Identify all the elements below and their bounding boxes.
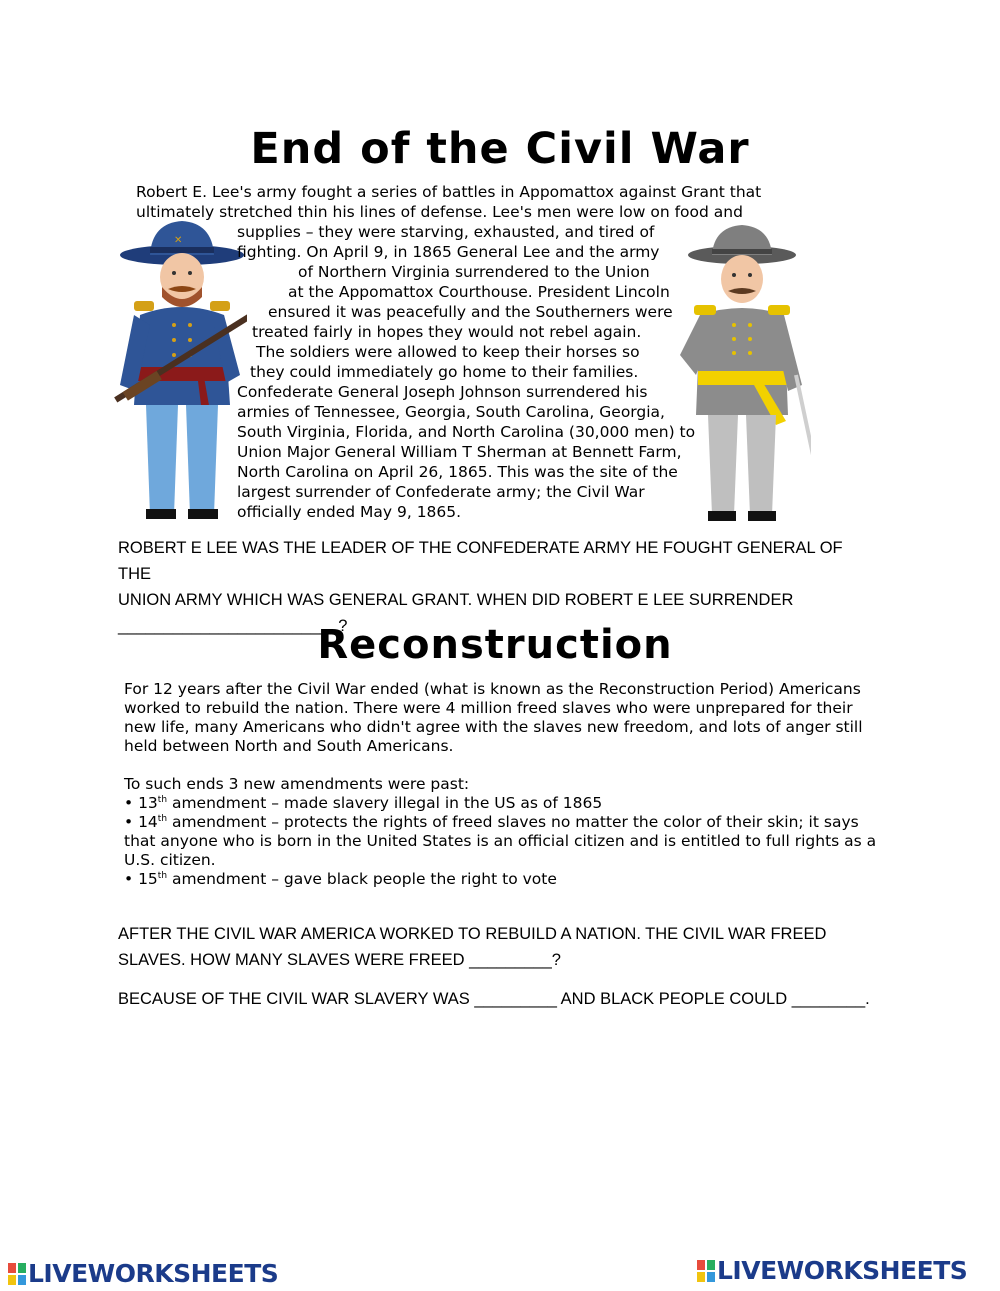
amendment-14-number: • 14 — [124, 813, 158, 831]
question-2-line-2 — [118, 947, 878, 973]
brand-name: LIVEWORKSHEETS — [28, 1259, 279, 1288]
amendment-13-number: • 13 — [124, 794, 158, 812]
story-line: fighting. On April 9, in 1865 General Lee and the army — [237, 243, 660, 261]
amendment-14 — [124, 813, 884, 870]
story-line: Confederate General Joseph Johnson surrendered his — [237, 383, 648, 401]
ordinal-suffix: th — [157, 813, 168, 824]
story-line: treated fairly in hopes they would not rebel again. — [252, 323, 642, 341]
amendment-15-number: • 15 — [124, 870, 158, 888]
amendments-intro: To such ends 3 new amendments were past: — [124, 775, 470, 793]
question-3-text-b: AND BLACK PEOPLE COULD — [556, 990, 792, 1008]
reconstruction-text — [124, 680, 884, 889]
question-2-answer-blank[interactable]: _________? — [469, 951, 561, 969]
story-line: supplies – they were starving, exhausted, and tired of — [237, 223, 655, 241]
amendment-13-text: amendment – made slavery illegal in the US as of 1865 — [167, 794, 603, 812]
liveworksheets-logo-icon — [697, 1260, 715, 1282]
ordinal-suffix: th — [157, 794, 168, 805]
story-line: Union Major General William T Sherman at Bennett Farm, — [237, 443, 682, 461]
story-line: armies of Tennessee, Georgia, South Carolina, Georgia, — [237, 403, 665, 421]
question-1-line-1: ROBERT E LEE WAS THE LEADER OF THE CONFEDERATE ARMY HE FOUGHT GENERAL OF THE — [118, 539, 843, 583]
story-line: ultimately stretched thin his lines of defense. Lee's men were low on food and — [136, 203, 743, 221]
story-line: North Carolina on April 26, 1865. This was the site of the — [237, 463, 678, 481]
story-line: Robert E. Lee's army fought a series of battles in Appomattox against Grant that — [136, 183, 762, 201]
story-line: at the Appomattox Courthouse. President Lincoln — [288, 283, 670, 301]
question-3 — [118, 986, 918, 1012]
svg-text:✕: ✕ — [174, 235, 183, 246]
question-2-text: SLAVES. HOW MANY SLAVES WERE FREED — [118, 951, 470, 969]
story-line: The soldiers were allowed to keep their horses so — [256, 343, 640, 361]
amendment-13 — [124, 794, 884, 813]
question-2 — [118, 921, 878, 973]
question-3-answer-blank-1[interactable]: _________ — [474, 990, 557, 1008]
story-line: ensured it was peacefully and the Southerners were — [268, 303, 673, 321]
section-title-end-of-civil-war: End of the Civil War — [250, 124, 750, 174]
question-2-line-1: AFTER THE CIVIL WAR AMERICA WORKED TO REBUILD A NATION. THE CIVIL WAR FREED — [118, 925, 827, 943]
story-line: South Virginia, Florida, and North Carolina (30,000 men) to — [237, 423, 696, 441]
footer-brand-right — [697, 1256, 967, 1285]
section-title-reconstruction: Reconstruction — [317, 622, 673, 668]
question-3-text-a: BECAUSE OF THE CIVIL WAR SLAVERY WAS — [118, 990, 475, 1008]
story-text-end-of-civil-war — [0, 0, 1000, 530]
story-line: largest surrender of Confederate army; the Civil War — [237, 483, 645, 501]
ordinal-suffix: th — [157, 870, 168, 881]
amendment-15-text: amendment – gave black people the right to vote — [167, 870, 557, 888]
story-line: officially ended May 9, 1865. — [237, 503, 462, 521]
question-1-answer-blank[interactable]: ________________________? — [118, 617, 348, 635]
question-3-answer-blank-2[interactable]: ________. — [791, 990, 870, 1008]
reconstruction-paragraph: For 12 years after the Civil War ended (what is known as the Reconstruction Period) Americans worked to rebuild the nation. There were 4 million freed slaves who were unprepared for their new life, many Americans who didn't agree with the slaves new freedom, and lots of anger still held between North and South Americans. — [124, 680, 863, 755]
brand-name: LIVEWORKSHEETS — [717, 1256, 968, 1285]
question-1-line-2: UNION ARMY WHICH WAS GENERAL GRANT. WHEN DID ROBERT E LEE SURRENDER — [118, 591, 794, 609]
amendment-14-text: amendment – protects the rights of freed slaves no matter the color of their skin; it says that anyone who is born in the United States is an official citizen and is entitled to full rights as a U.S. citizen. — [124, 813, 877, 869]
story-line: they could immediately go home to their families. — [250, 363, 639, 381]
story-line: of Northern Virginia surrendered to the Union — [298, 263, 650, 281]
amendment-15 — [124, 870, 884, 889]
footer-brand-left — [8, 1259, 278, 1288]
liveworksheets-logo-icon — [8, 1263, 26, 1285]
